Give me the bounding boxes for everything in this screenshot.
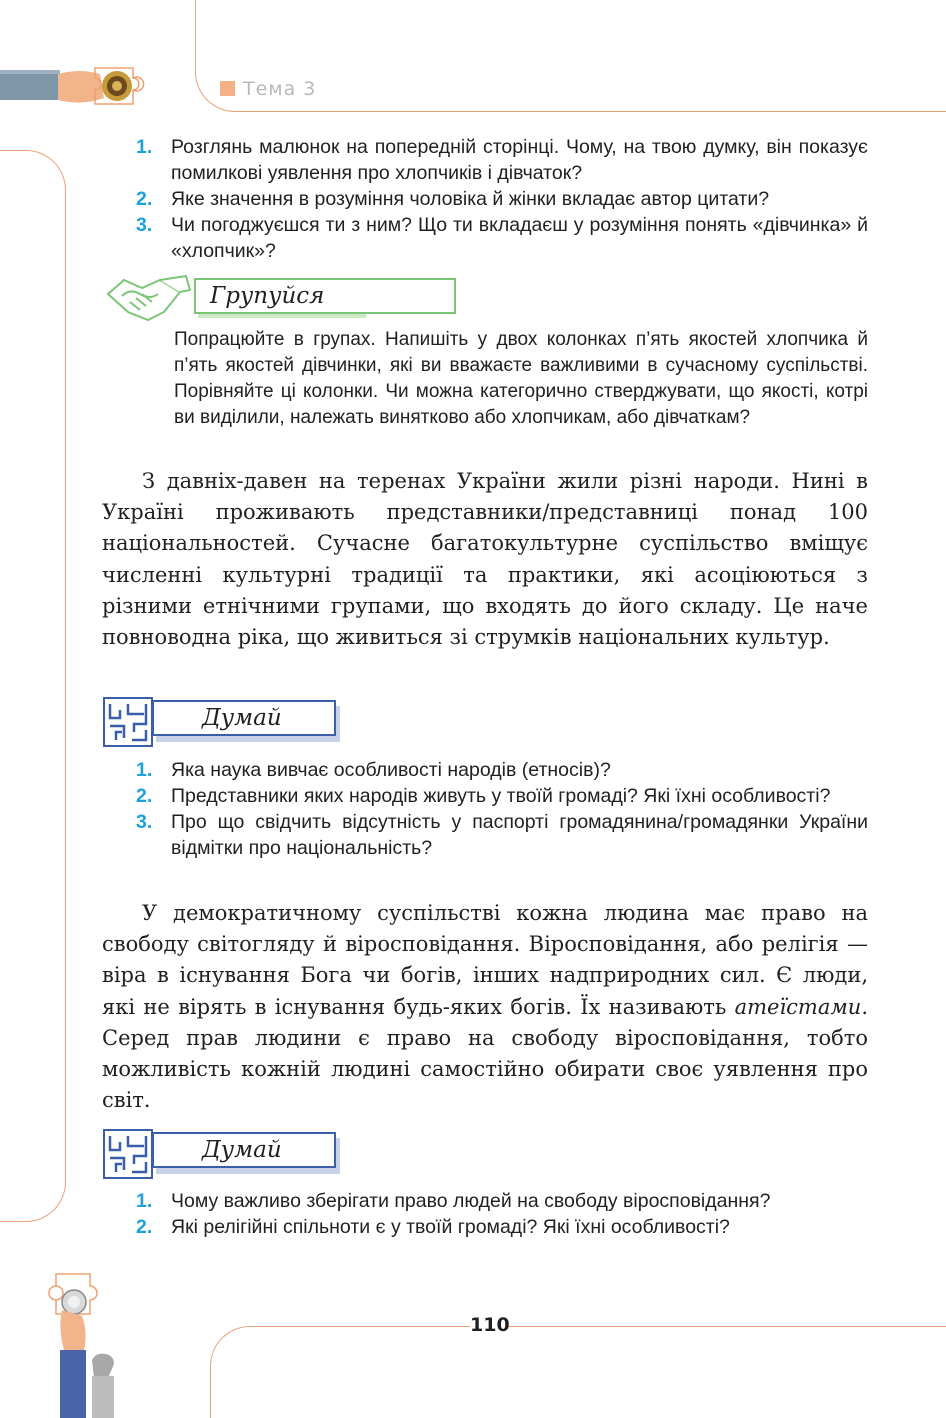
think-banner-1 xyxy=(102,696,342,748)
hand-puzzle-illustration xyxy=(0,62,160,114)
think-banner-title: Думай xyxy=(152,1132,336,1168)
list-item: 1. Чому важливо зберігати право людей на свободу віросповідання? xyxy=(136,1190,771,1212)
page-frame-bottom xyxy=(210,1326,470,1418)
list-item: 1. Яка наука вивчає особливості народів (етносів)? xyxy=(136,759,611,781)
hands-puzzle-illustration xyxy=(34,1268,130,1418)
theme-label: Тема 3 xyxy=(220,78,316,100)
handshake-icon xyxy=(102,272,194,322)
page-frame-left xyxy=(0,150,66,1222)
paragraph-religion: У демократичному суспільстві кожна людина має право на свободу світогляду й віросповідання. Віросповідання, або релігія — віра в існування Бога чи богів, інших надприродних сил. Є люди, які не вірять в існування будь-яких богів. Їх називають атеїстами. Серед прав людини є право на свободу віросповідання, тобто можливість кожній людині самостійно обирати своє уявлення про світ. xyxy=(102,901,868,1113)
maze-icon xyxy=(102,1128,154,1180)
list-item: 3. Про що свідчить відсутність у паспорті громадянина/громадянки України відмітки про національність? xyxy=(136,811,868,859)
list-item: 1. Розглянь малюнок на попередній сторінці. Чому, на твою думку, він показує помилкові уявлення про хлопчиків і дівчаток? xyxy=(136,136,868,184)
group-task-text: Попрацюйте в групах. Напишіть у двох колонках п’ять якостей хлопчика й п’ять якостей дівчинки, які ви вважаєте важливими в сучасному суспільстві. Порівняйте ці колонки. Чи можна категорично стверджувати, що якості, котрі ви виділили, належать винятково або хлопчикам, або дівчаткам? xyxy=(174,329,868,428)
maze-icon xyxy=(102,696,154,748)
list-item: 2. Яке значення в розуміння чоловіка й жінки вкладає автор цитати? xyxy=(136,188,770,210)
theme-marker-icon xyxy=(220,81,235,96)
list-item: 3. Чи погоджуєшся ти з ним? Що ти вкладаєш у розуміння понять «дівчинка» й «хлопчик»? xyxy=(136,214,868,262)
think-questions-list-2 xyxy=(136,1188,868,1240)
page-number: 110 xyxy=(470,1314,510,1336)
term-atheists: атеїстами xyxy=(734,994,862,1019)
page-frame-bottom-line xyxy=(508,1326,946,1327)
group-banner xyxy=(102,272,364,322)
questions-list-1 xyxy=(136,134,868,264)
think-banner-title: Думай xyxy=(152,700,336,736)
list-item: 2. Які релігійні спільноти є у твоїй громаді? Які їхні особливості? xyxy=(136,1216,730,1238)
group-banner-title: Групуйся xyxy=(194,278,456,314)
think-questions-list-1 xyxy=(136,757,868,861)
paragraph-nationalities: З давніх-давен на теренах України жили різні народи. Нині в Україні проживають представники/представниці понад 100 національностей. Сучасне багатокультурне суспільство вміщує численні культурні традиції та практики, які асоціюються з різними етнічними групами, що входять до його складу. Це наче повноводна ріка, що живиться зі струмків національних культур. xyxy=(102,469,868,650)
list-item: 2. Представники яких народів живуть у твоїй громаді? Які їхні особливості? xyxy=(136,785,831,807)
think-banner-2 xyxy=(102,1128,342,1180)
